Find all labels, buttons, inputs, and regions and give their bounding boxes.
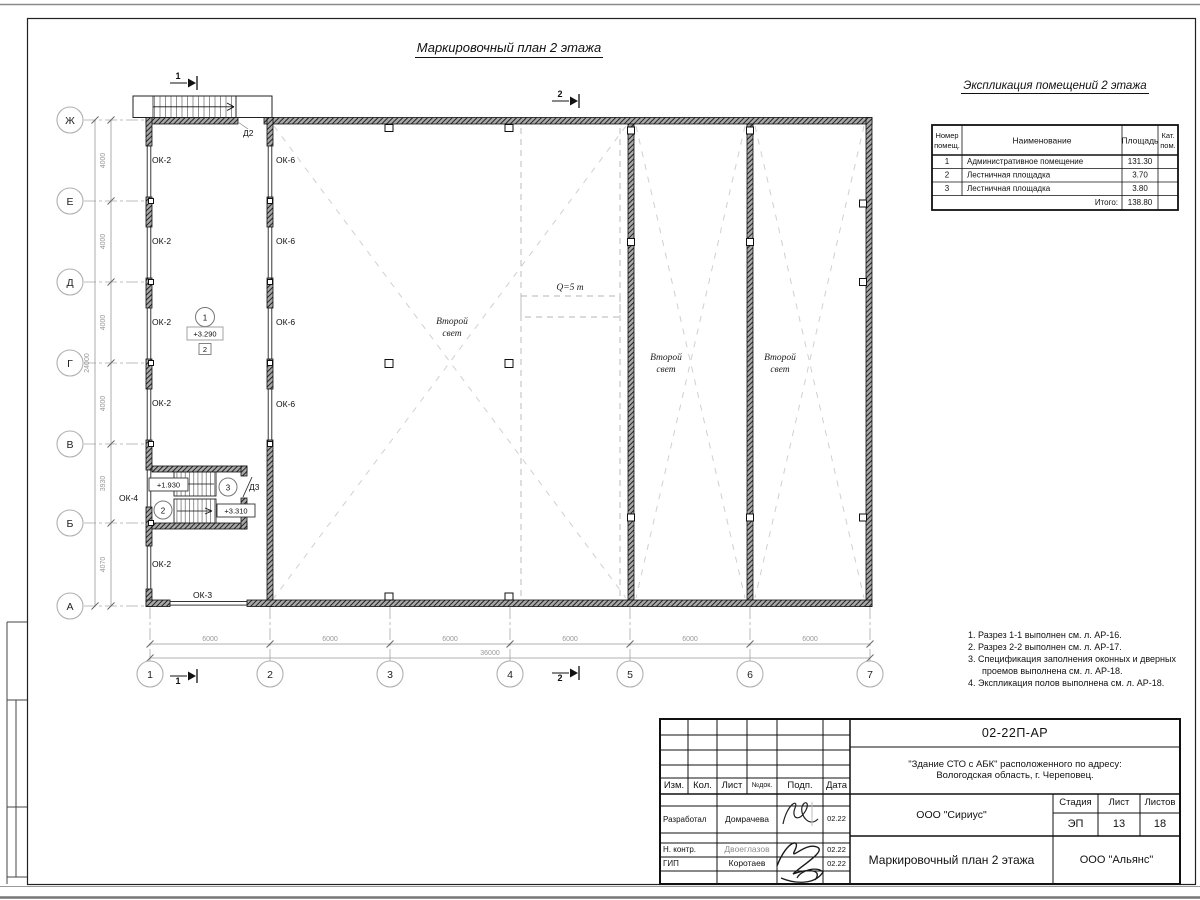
svg-text:Е: Е xyxy=(66,195,74,208)
section-marks xyxy=(170,71,579,686)
svg-text:+3.290: +3.290 xyxy=(193,329,217,339)
svg-text:24000: 24000 xyxy=(84,353,91,373)
left-edge-stamp xyxy=(7,622,27,884)
tb-stage-value: ЭП xyxy=(1067,818,1084,831)
plan-title: Маркировочный план 2 этажа xyxy=(398,40,620,55)
svg-text:+1.930: +1.930 xyxy=(156,480,181,490)
svg-text:ОК-6: ОК-6 xyxy=(276,236,296,246)
svg-text:свет: свет xyxy=(442,329,462,339)
dimension-lines xyxy=(95,120,870,658)
tb-company: ООО "Альянс" xyxy=(1079,854,1154,867)
tb-object-line2: Вологодская область, г. Череповец. xyxy=(936,769,1094,781)
svg-text:4000: 4000 xyxy=(100,152,107,169)
svg-text:7: 7 xyxy=(867,668,873,681)
tb-org: ООО "Сириус" xyxy=(916,808,987,821)
tb-gip-role: ГИП xyxy=(663,859,679,869)
svg-text:2: 2 xyxy=(944,170,950,180)
svg-text:6000: 6000 xyxy=(322,636,338,643)
signature-developed xyxy=(779,796,823,834)
dimension-ticks xyxy=(92,117,874,662)
tb-stage-label: Стадия xyxy=(1059,797,1092,809)
tb-developed-name: Домрачева xyxy=(725,813,769,824)
tb-col-podp: Подп. xyxy=(787,779,813,791)
room-tag xyxy=(187,308,223,355)
svg-text:2: 2 xyxy=(160,506,166,516)
svg-text:ОК-2: ОК-2 xyxy=(152,559,172,569)
svg-text:2: 2 xyxy=(202,345,208,354)
svg-text:2: 2 xyxy=(557,673,563,683)
svg-text:ОК-4: ОК-4 xyxy=(119,493,139,503)
svg-text:2: 2 xyxy=(557,89,563,99)
svg-text:Итого:: Итого: xyxy=(1094,198,1118,207)
svg-text:6000: 6000 xyxy=(682,636,698,643)
dimension-labels xyxy=(84,153,818,657)
svg-text:2: 2 xyxy=(267,668,273,681)
tb-col-kol: Кол. xyxy=(693,779,712,791)
svg-text:Наименование: Наименование xyxy=(1012,135,1072,146)
svg-text:138.80: 138.80 xyxy=(1127,198,1153,207)
svg-text:ОК-2: ОК-2 xyxy=(152,155,172,165)
svg-text:6000: 6000 xyxy=(562,636,578,643)
signature-gip xyxy=(771,836,833,884)
svg-text:Административное помещение: Административное помещение xyxy=(967,157,1084,166)
svg-text:А: А xyxy=(66,600,74,613)
svg-text:Второй: Второй xyxy=(764,353,796,363)
svg-text:Второй: Второй xyxy=(436,317,468,327)
note-line: 4. Экспликация полов выполнена см. л. АР-18. xyxy=(968,678,1165,688)
svg-text:Второй: Второй xyxy=(650,353,682,363)
svg-text:ОК-6: ОК-6 xyxy=(276,317,296,327)
svg-text:3930: 3930 xyxy=(100,475,107,492)
svg-text:+3.310: +3.310 xyxy=(224,506,248,516)
svg-text:1: 1 xyxy=(175,676,181,686)
svg-text:3.80: 3.80 xyxy=(1132,184,1148,193)
tb-sheet-value: 13 xyxy=(1112,818,1126,831)
tb-sheets-value: 18 xyxy=(1153,818,1167,831)
notes-block xyxy=(968,629,1176,689)
tb-gip-date: 02.22 xyxy=(827,858,846,868)
svg-text:6000: 6000 xyxy=(802,636,818,643)
svg-text:5: 5 xyxy=(627,668,633,681)
note-line: 2. Разрез 2-2 выполнен см. л. АР-17. xyxy=(968,642,1122,652)
svg-text:ОК-6: ОК-6 xyxy=(276,399,296,409)
tb-object xyxy=(850,747,1180,794)
window-symbols xyxy=(147,146,272,605)
exterior-stair xyxy=(133,96,272,118)
tb-object-line1: "Здание СТО с АБК" расположенного по адресу: xyxy=(908,758,1122,770)
columns xyxy=(149,125,867,601)
title-block xyxy=(659,718,1181,885)
tb-col-data: Дата xyxy=(825,779,848,791)
svg-text:3: 3 xyxy=(225,483,231,493)
svg-text:6000: 6000 xyxy=(202,636,218,643)
svg-text:В: В xyxy=(66,438,74,451)
crane-runway xyxy=(521,128,620,599)
svg-text:Б: Б xyxy=(66,517,74,530)
door-d2-label: Д2 xyxy=(243,128,254,138)
tb-sheet-label: Лист xyxy=(1108,797,1130,809)
note-line: проемов выполнена см. л. АР-18. xyxy=(982,666,1123,676)
svg-text:4000: 4000 xyxy=(100,395,107,412)
svg-text:Лестничная площадка: Лестничная площадка xyxy=(967,184,1051,193)
note-line: 3. Спецификация заполнения оконных и дверных xyxy=(968,654,1176,664)
svg-text:Номер: Номер xyxy=(935,131,959,140)
svg-text:4000: 4000 xyxy=(100,233,107,250)
crane-load-label: Q=5 т xyxy=(556,283,584,293)
tb-drawing-title: Маркировочный план 2 этажа xyxy=(868,852,1035,867)
svg-text:6: 6 xyxy=(747,668,753,681)
svg-text:свет: свет xyxy=(656,365,676,375)
svg-text:ОК-2: ОК-2 xyxy=(152,398,172,408)
tb-col-izm: Изм. xyxy=(663,779,685,791)
tb-ncontr-date: 02.22 xyxy=(827,844,846,854)
svg-text:131.30: 131.30 xyxy=(1127,157,1153,166)
svg-text:Г: Г xyxy=(67,357,73,370)
svg-text:4070: 4070 xyxy=(100,556,107,573)
svg-text:пом.: пом. xyxy=(1160,141,1176,150)
tb-col-ndoc: №док. xyxy=(751,781,773,789)
spec-title: Экспликация помещений 2 этажа xyxy=(963,80,1147,92)
svg-text:Д: Д xyxy=(66,276,74,289)
svg-text:3: 3 xyxy=(387,668,393,681)
tb-col-list: Лист xyxy=(721,779,743,791)
svg-text:Площадь: Площадь xyxy=(1121,135,1159,146)
svg-text:4000: 4000 xyxy=(100,314,107,331)
svg-text:3.70: 3.70 xyxy=(1132,170,1148,180)
svg-text:Кат.: Кат. xyxy=(1161,131,1175,140)
svg-text:36000: 36000 xyxy=(480,650,500,657)
svg-text:ОК-3: ОК-3 xyxy=(193,590,213,600)
svg-text:свет: свет xyxy=(770,365,790,375)
tb-ncontr-name: Двоеглазов xyxy=(724,844,770,855)
svg-text:ОК-2: ОК-2 xyxy=(152,236,172,246)
svg-text:6000: 6000 xyxy=(442,636,458,643)
svg-text:4: 4 xyxy=(507,668,513,681)
svg-text:ОК-6: ОК-6 xyxy=(276,155,296,165)
svg-text:3: 3 xyxy=(944,184,950,193)
svg-text:Ж: Ж xyxy=(65,114,75,127)
svg-text:1: 1 xyxy=(944,157,950,166)
svg-text:Лестничная площадка: Лестничная площадка xyxy=(967,170,1051,180)
svg-text:1: 1 xyxy=(175,71,181,81)
svg-text:1: 1 xyxy=(147,668,153,681)
tb-gip-name: Коротаев xyxy=(728,858,766,869)
svg-text:ОК-2: ОК-2 xyxy=(152,317,172,327)
tb-ncontr-role: Н. контр. xyxy=(663,845,697,855)
tb-developed-role: Разработал xyxy=(663,814,707,824)
svg-text:помещ.: помещ. xyxy=(934,141,960,150)
note-line: 1. Разрез 1-1 выполнен см. л. АР-16. xyxy=(968,630,1122,640)
svg-text:1: 1 xyxy=(202,313,208,323)
door-d3-label: Д3 xyxy=(249,482,260,492)
second-light-labels xyxy=(436,316,796,375)
tb-sheets-label: Листов xyxy=(1144,797,1176,809)
tb-developed-date: 02.22 xyxy=(827,814,846,824)
tb-doc-number: 02-22П-АР xyxy=(981,725,1049,740)
